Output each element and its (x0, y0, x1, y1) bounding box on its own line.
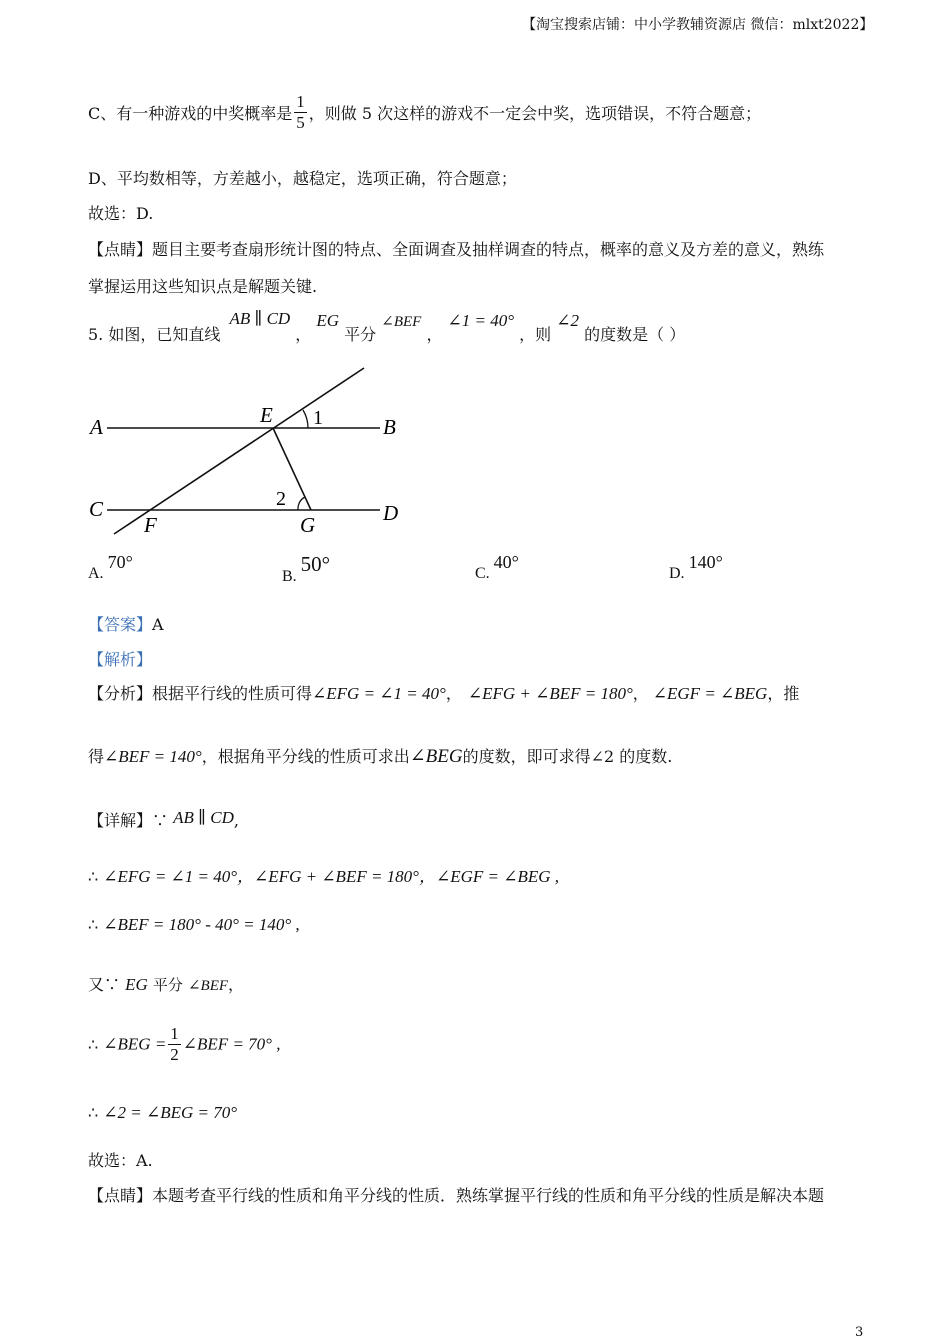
therefore-symbol-3: ∴ (88, 1035, 99, 1054)
prev-dianjing-line1 (88, 237, 824, 260)
stem-pre: 5. 如图，已知直线 (88, 325, 221, 344)
fenxi-math-5: ∠BEG (409, 746, 463, 767)
angle-1-arc (303, 410, 308, 428)
fenxi-math-1: ∠EFG = ∠1 = 40° (312, 684, 446, 703)
answer-line (88, 612, 164, 635)
fenxi-text-1: 根据平行线的性质可得 (152, 684, 313, 703)
stem-comma-3: ，则 (519, 325, 552, 344)
option-a-value: 70° (107, 552, 133, 572)
option-c-value: 40° (493, 552, 519, 572)
ab-parallel-cd: AB ∥ CD (229, 309, 291, 328)
probability-fraction (294, 92, 307, 133)
half-denominator: 2 (170, 1045, 179, 1064)
option-b[interactable] (282, 552, 331, 587)
solution-dianjing-text: 本题考查平行线的性质和角平分线的性质．熟练掌握平行线的性质和角平分线的性质是解决本题 (152, 1186, 825, 1205)
label-e: E (260, 403, 273, 427)
because-symbol: ∵ (152, 811, 169, 830)
detail-step-4-eg: EG (125, 975, 148, 994)
fraction-numerator: 1 (296, 92, 305, 111)
option-b-value: 50° (300, 552, 331, 576)
detail-line-5 (88, 1024, 280, 1065)
option-d-letter: D. (669, 565, 685, 582)
label-angle-2: 2 (276, 488, 286, 510)
xiangjie-tag: 【详解】 (88, 811, 153, 830)
label-a: A (90, 415, 103, 439)
therefore-symbol-4: ∴ (88, 1103, 99, 1122)
geometry-figure (80, 360, 420, 545)
fraction-denominator: 5 (296, 113, 305, 132)
fenxi-math-2: ∠EFG + ∠BEF = 180° (467, 684, 633, 703)
solution-dianjing (88, 1183, 824, 1206)
question-5-stem (88, 308, 685, 348)
label-angle-1: 1 (313, 407, 323, 429)
detail-step-4-pre: 又∵ (88, 975, 121, 994)
fenxi-comma-1: ， (445, 684, 462, 703)
fenxi-math-3: ∠EGF = ∠BEG (652, 684, 768, 703)
fenxi-comma-2: ， (632, 684, 649, 703)
label-d: D (383, 501, 399, 525)
prev-answer-choice: 故选：D. (88, 204, 154, 223)
answer-value: A (152, 615, 164, 634)
detail-step-1: AB ∥ CD (173, 808, 234, 827)
detail-line-1 (88, 808, 239, 831)
solution-choice: 故选：A. (88, 1151, 153, 1170)
fenxi-text-2b: ，根据角平分线的性质可求出 (201, 747, 410, 766)
half-fraction (168, 1024, 181, 1065)
label-g: G (300, 513, 316, 537)
detail-line-6 (88, 1103, 237, 1123)
detail-step-4-end: ， (228, 975, 245, 994)
label-b: B (383, 415, 396, 439)
solution-dianjing-tag: 【点睛】 (88, 1186, 153, 1205)
option-c-letter: C. (475, 565, 490, 582)
fenxi-text-2a: 得 (88, 747, 105, 766)
option-b-letter: B. (282, 568, 297, 585)
detail-line-3 (88, 915, 300, 935)
angle-2: ∠2 (556, 311, 580, 330)
fenxi-tag: 【分析】 (88, 684, 153, 703)
detail-line-4 (88, 972, 244, 995)
stem-comma-1: ， (295, 325, 312, 344)
jiexi-tag: 【解析】 (88, 650, 153, 669)
angle-1-value: ∠1 = 40° (447, 311, 515, 330)
option-c-explanation (88, 92, 761, 133)
option-d[interactable] (669, 552, 723, 583)
detail-step-4-mid: 平分 (152, 976, 183, 994)
analysis-line-2 (88, 744, 672, 768)
transversal-ef (114, 368, 364, 534)
therefore-symbol-2: ∴ (88, 915, 99, 934)
fenxi-math-4: ∠BEF = 140° (104, 747, 202, 766)
angle-2-arc (298, 497, 305, 510)
label-f: F (144, 513, 157, 537)
stem-post: 的度数是（ ） (584, 325, 686, 344)
half-numerator: 1 (170, 1024, 179, 1043)
option-c-text-post: ，则做 5 次这样的游戏不一定会中奖，选项错误，不符合题意； (308, 104, 762, 123)
fenxi-tail: ，推 (767, 684, 800, 703)
therefore-symbol-1: ∴ (88, 867, 99, 886)
dianjing-tag: 【点睛】 (88, 240, 153, 259)
option-a-letter: A. (88, 565, 104, 582)
option-d-value: 140° (688, 552, 723, 572)
detail-line-2 (88, 862, 559, 887)
option-c-text-pre: C、有一种游戏的中奖概率是 (88, 104, 293, 123)
page-number: 3 (855, 1325, 864, 1340)
option-a[interactable] (88, 552, 133, 583)
dianjing-text: 题目主要考查扇形统计图的特点、全面调查及抽样调查的特点，概率的意义及方差的意义，熟练 (152, 240, 825, 259)
detail-step-1-end: , (233, 811, 239, 830)
header-banner: 【淘宝搜索店铺：中小学教辅资源店 微信：mlxt2022】 (522, 17, 874, 33)
answer-tag: 【答案】 (88, 615, 153, 634)
segment-eg: EG (316, 311, 340, 330)
angle-bef: ∠BEF (381, 314, 422, 330)
detail-step-3: ∠BEF = 180° - 40° = 140° , (103, 915, 300, 934)
analysis-line-1 (88, 681, 799, 704)
stem-pingfen: 平分 (344, 325, 377, 344)
fenxi-text-2c: 的度数，即可求得∠2 的度数. (462, 747, 673, 766)
label-c: C (89, 497, 104, 521)
option-c[interactable] (475, 552, 519, 583)
detail-step-5-pre: ∠BEG = (103, 1034, 167, 1054)
detail-step-5-post: ∠BEF = 70° , (182, 1034, 281, 1054)
stem-comma-2: ， (426, 325, 443, 344)
detail-step-4-bef: ∠BEF (187, 978, 229, 994)
detail-step-2: ∠EFG = ∠1 = 40°，∠EFG + ∠BEF = 180°，∠EGF = ∠BEG , (103, 867, 560, 886)
prev-dianjing-line2: 掌握运用这些知识点是解题关键. (88, 277, 318, 296)
option-d-explanation: D、平均数相等，方差越小，越稳定，选项正确，符合题意； (88, 169, 517, 188)
detail-step-6: ∠2 = ∠BEG = 70° (103, 1103, 238, 1122)
